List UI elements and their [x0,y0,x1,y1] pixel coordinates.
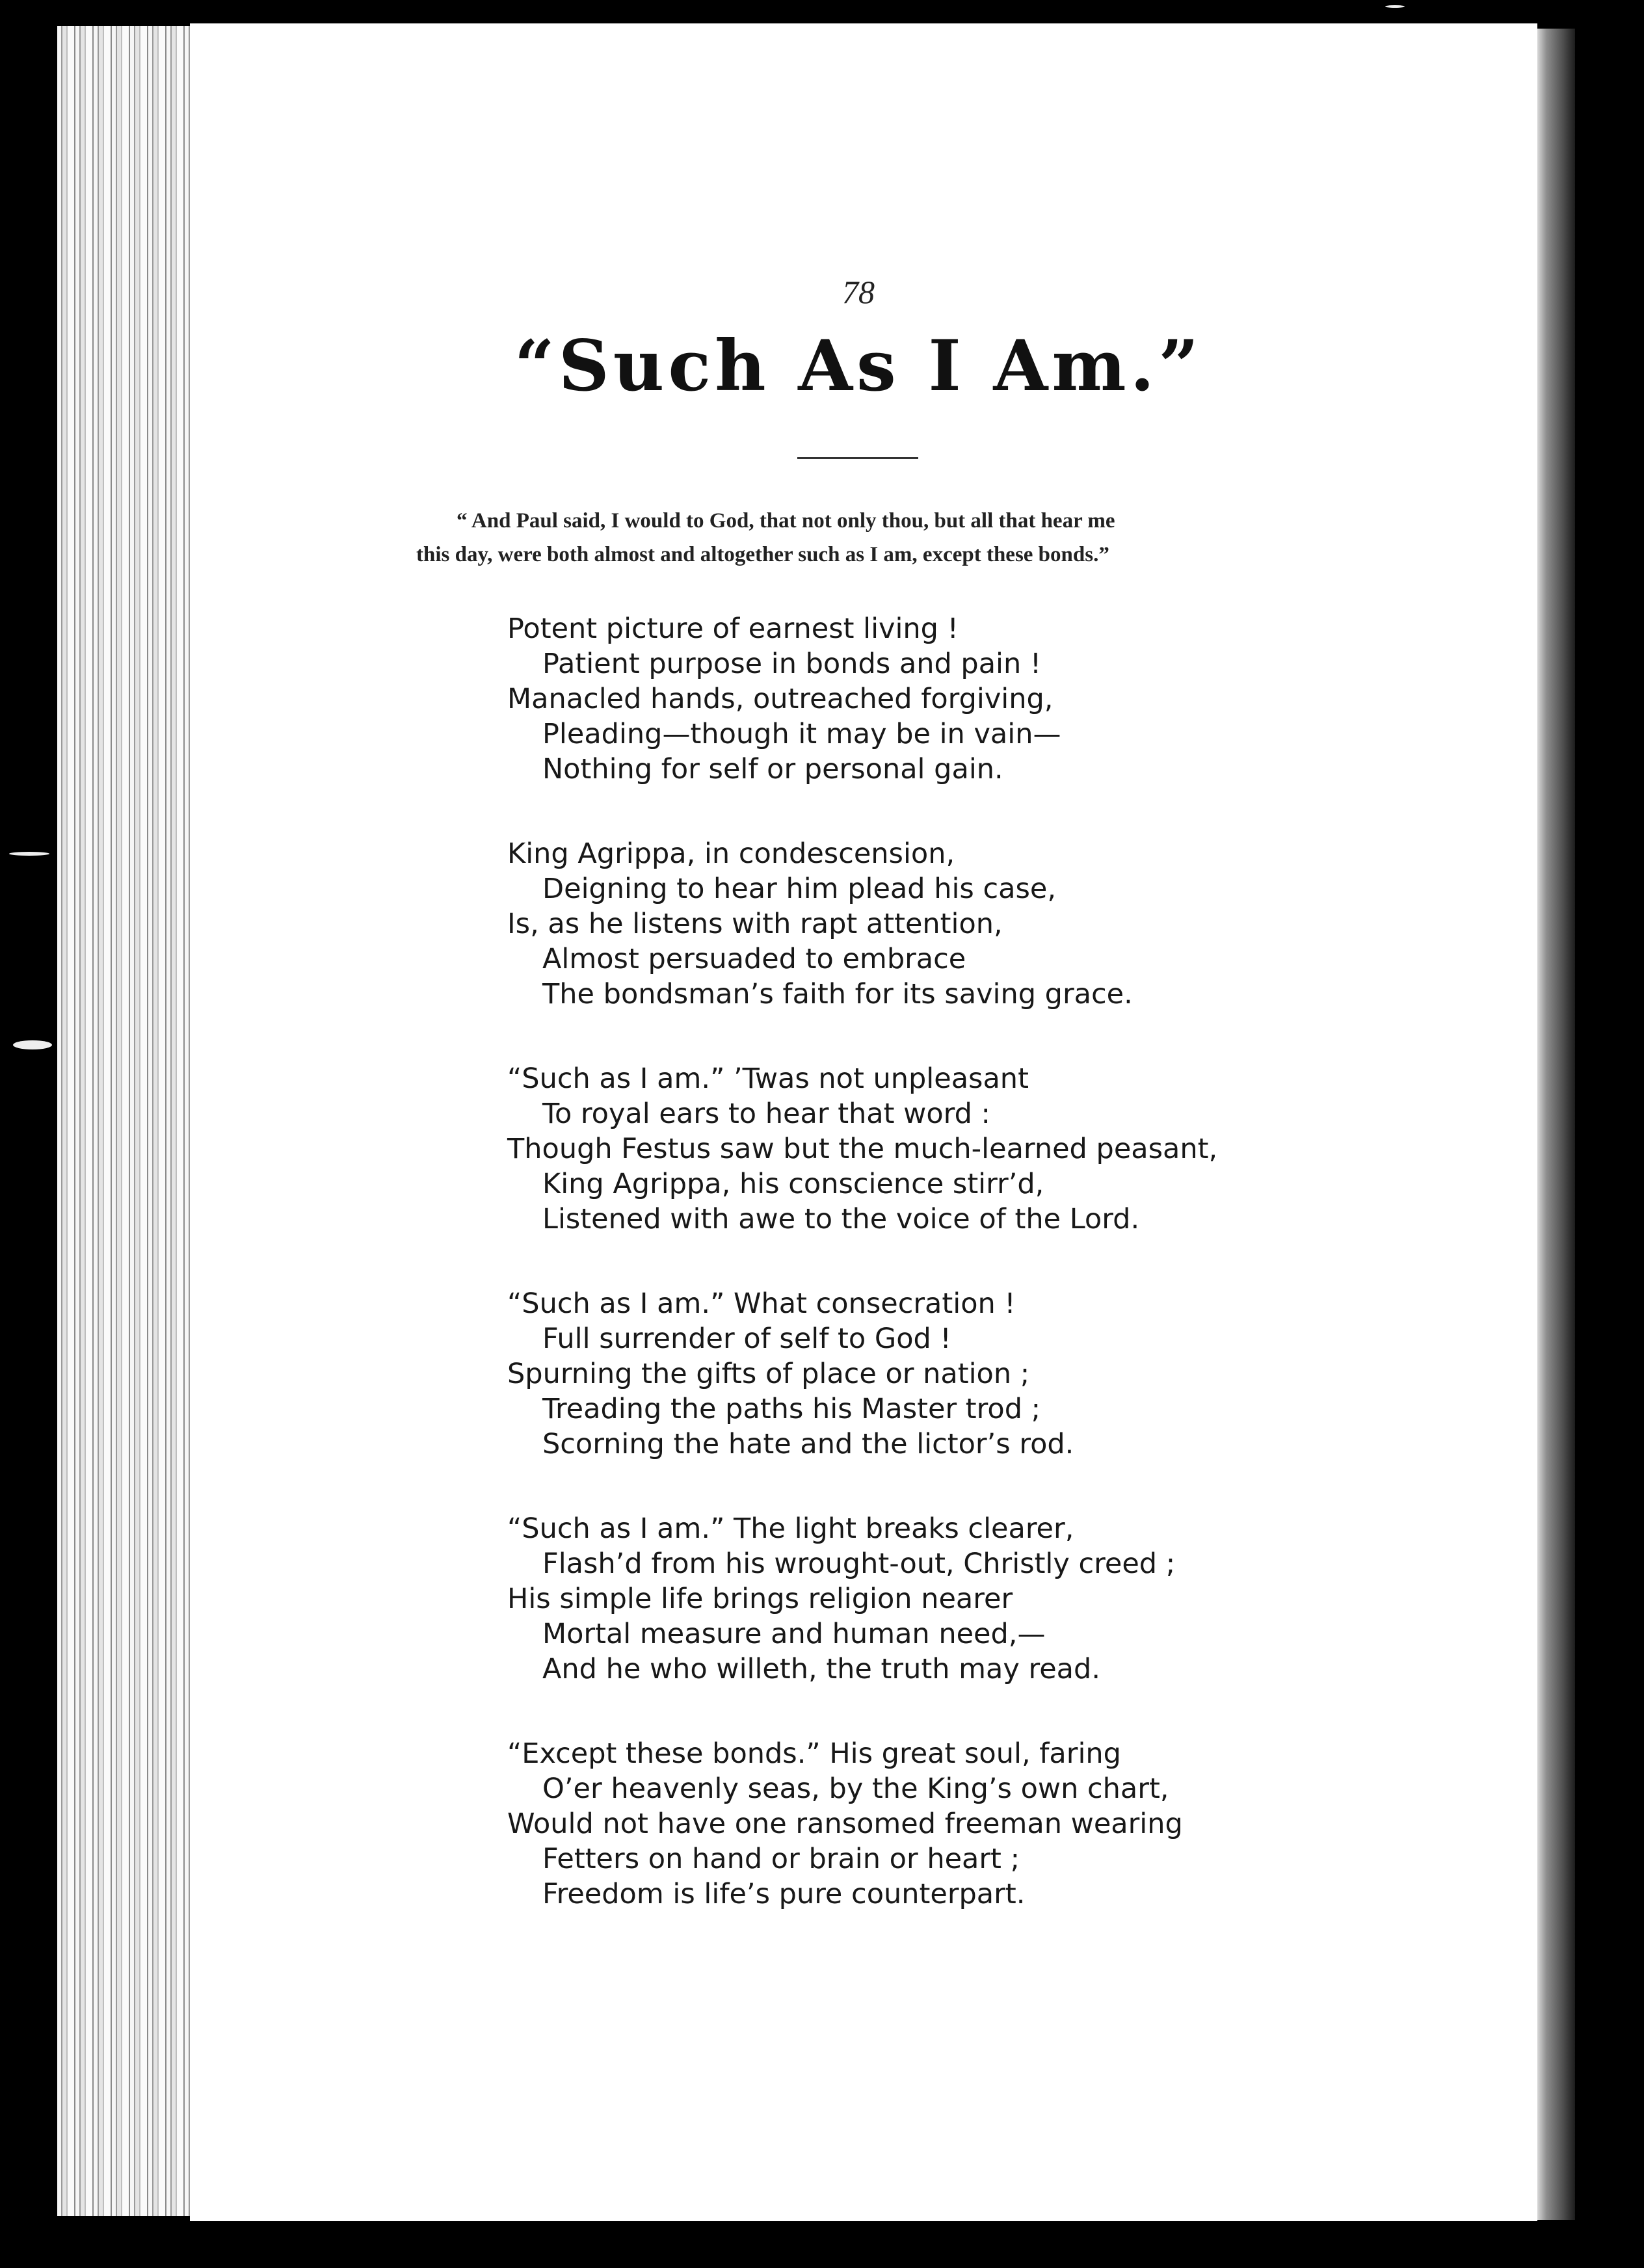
scan-speck [9,852,49,856]
poem-line: And he who willeth, the truth may read. [542,1653,1100,1685]
poem-line: Freedom is life’s pure counterpart. [542,1878,1026,1910]
scan-speck [13,1040,52,1049]
poem-line: Fetters on hand or brain or heart ; [542,1843,1020,1875]
poem-stanza [507,1736,1353,1912]
poem-line: Nothing for self or personal gain. [542,753,1003,785]
poem-line: Flash’d from his wrought-out, Christly creed ; [542,1548,1176,1580]
poem-line: “Such as I am.” What consecration ! [507,1287,1016,1320]
poem-line: Manacled hands, outreached forgiving, [507,683,1054,715]
poem-line: King Agrippa, in condescension, [507,837,955,870]
page-title: “Such As I Am.” [514,325,1203,407]
poem-line: Is, as he listens with rapt attention, [507,908,1003,940]
poem-line: King Agrippa, his conscience stirr’d, [542,1168,1044,1200]
poem-line: Spurning the gifts of place or nation ; [507,1358,1030,1390]
epigraph-line: “ And Paul said, I would to God, that not only thou, but all that hear me [457,509,1115,533]
poem-line: “Except these bonds.” His great soul, faring [507,1737,1121,1770]
poem-line: Pleading—though it may be in vain— [542,718,1061,750]
poem-line: Scorning the hate and the lictor’s rod. [542,1428,1074,1460]
poem-line: The bondsman’s faith for its saving grace. [542,978,1133,1010]
poem-line: His simple life brings religion nearer [507,1583,1013,1615]
poem-stanza [507,611,1353,787]
epigraph-line: this day, were both almost and altogether such as I am, except these bonds.” [416,543,1109,566]
poem-line: Deigning to hear him plead his case, [542,873,1057,905]
poem-line: Would not have one ransomed freeman wearing [507,1808,1183,1840]
poem-line: Listened with awe to the voice of the Lord. [542,1203,1140,1235]
epigraph [416,504,1314,572]
poem-stanza [507,1061,1353,1237]
title-rule [797,457,918,459]
poem-stanza [507,1511,1353,1687]
poem-line: Treading the paths his Master trod ; [542,1393,1041,1425]
poem [507,611,1353,1961]
poem-line: Almost persuaded to embrace [542,943,966,975]
poem-line: O’er heavenly seas, by the King’s own chart, [542,1773,1169,1805]
poem-line: Patient purpose in bonds and pain ! [542,648,1042,680]
page-number: 78 [842,274,875,310]
poem-line: “Such as I am.” ’Twas not unpleasant [507,1062,1029,1095]
poem-line: To royal ears to hear that word : [542,1098,991,1130]
poem-line: Though Festus saw but the much-learned peasant, [507,1133,1218,1165]
poem-line: Potent picture of earnest living ! [507,613,959,645]
poem-line: “Such as I am.” The light breaks clearer, [507,1512,1074,1545]
poem-line: Full surrender of self to God ! [542,1323,951,1355]
poem-stanza [507,836,1353,1012]
poem-stanza [507,1286,1353,1462]
poem-line: Mortal measure and human need,— [542,1618,1046,1650]
scan-speck [1385,5,1405,8]
